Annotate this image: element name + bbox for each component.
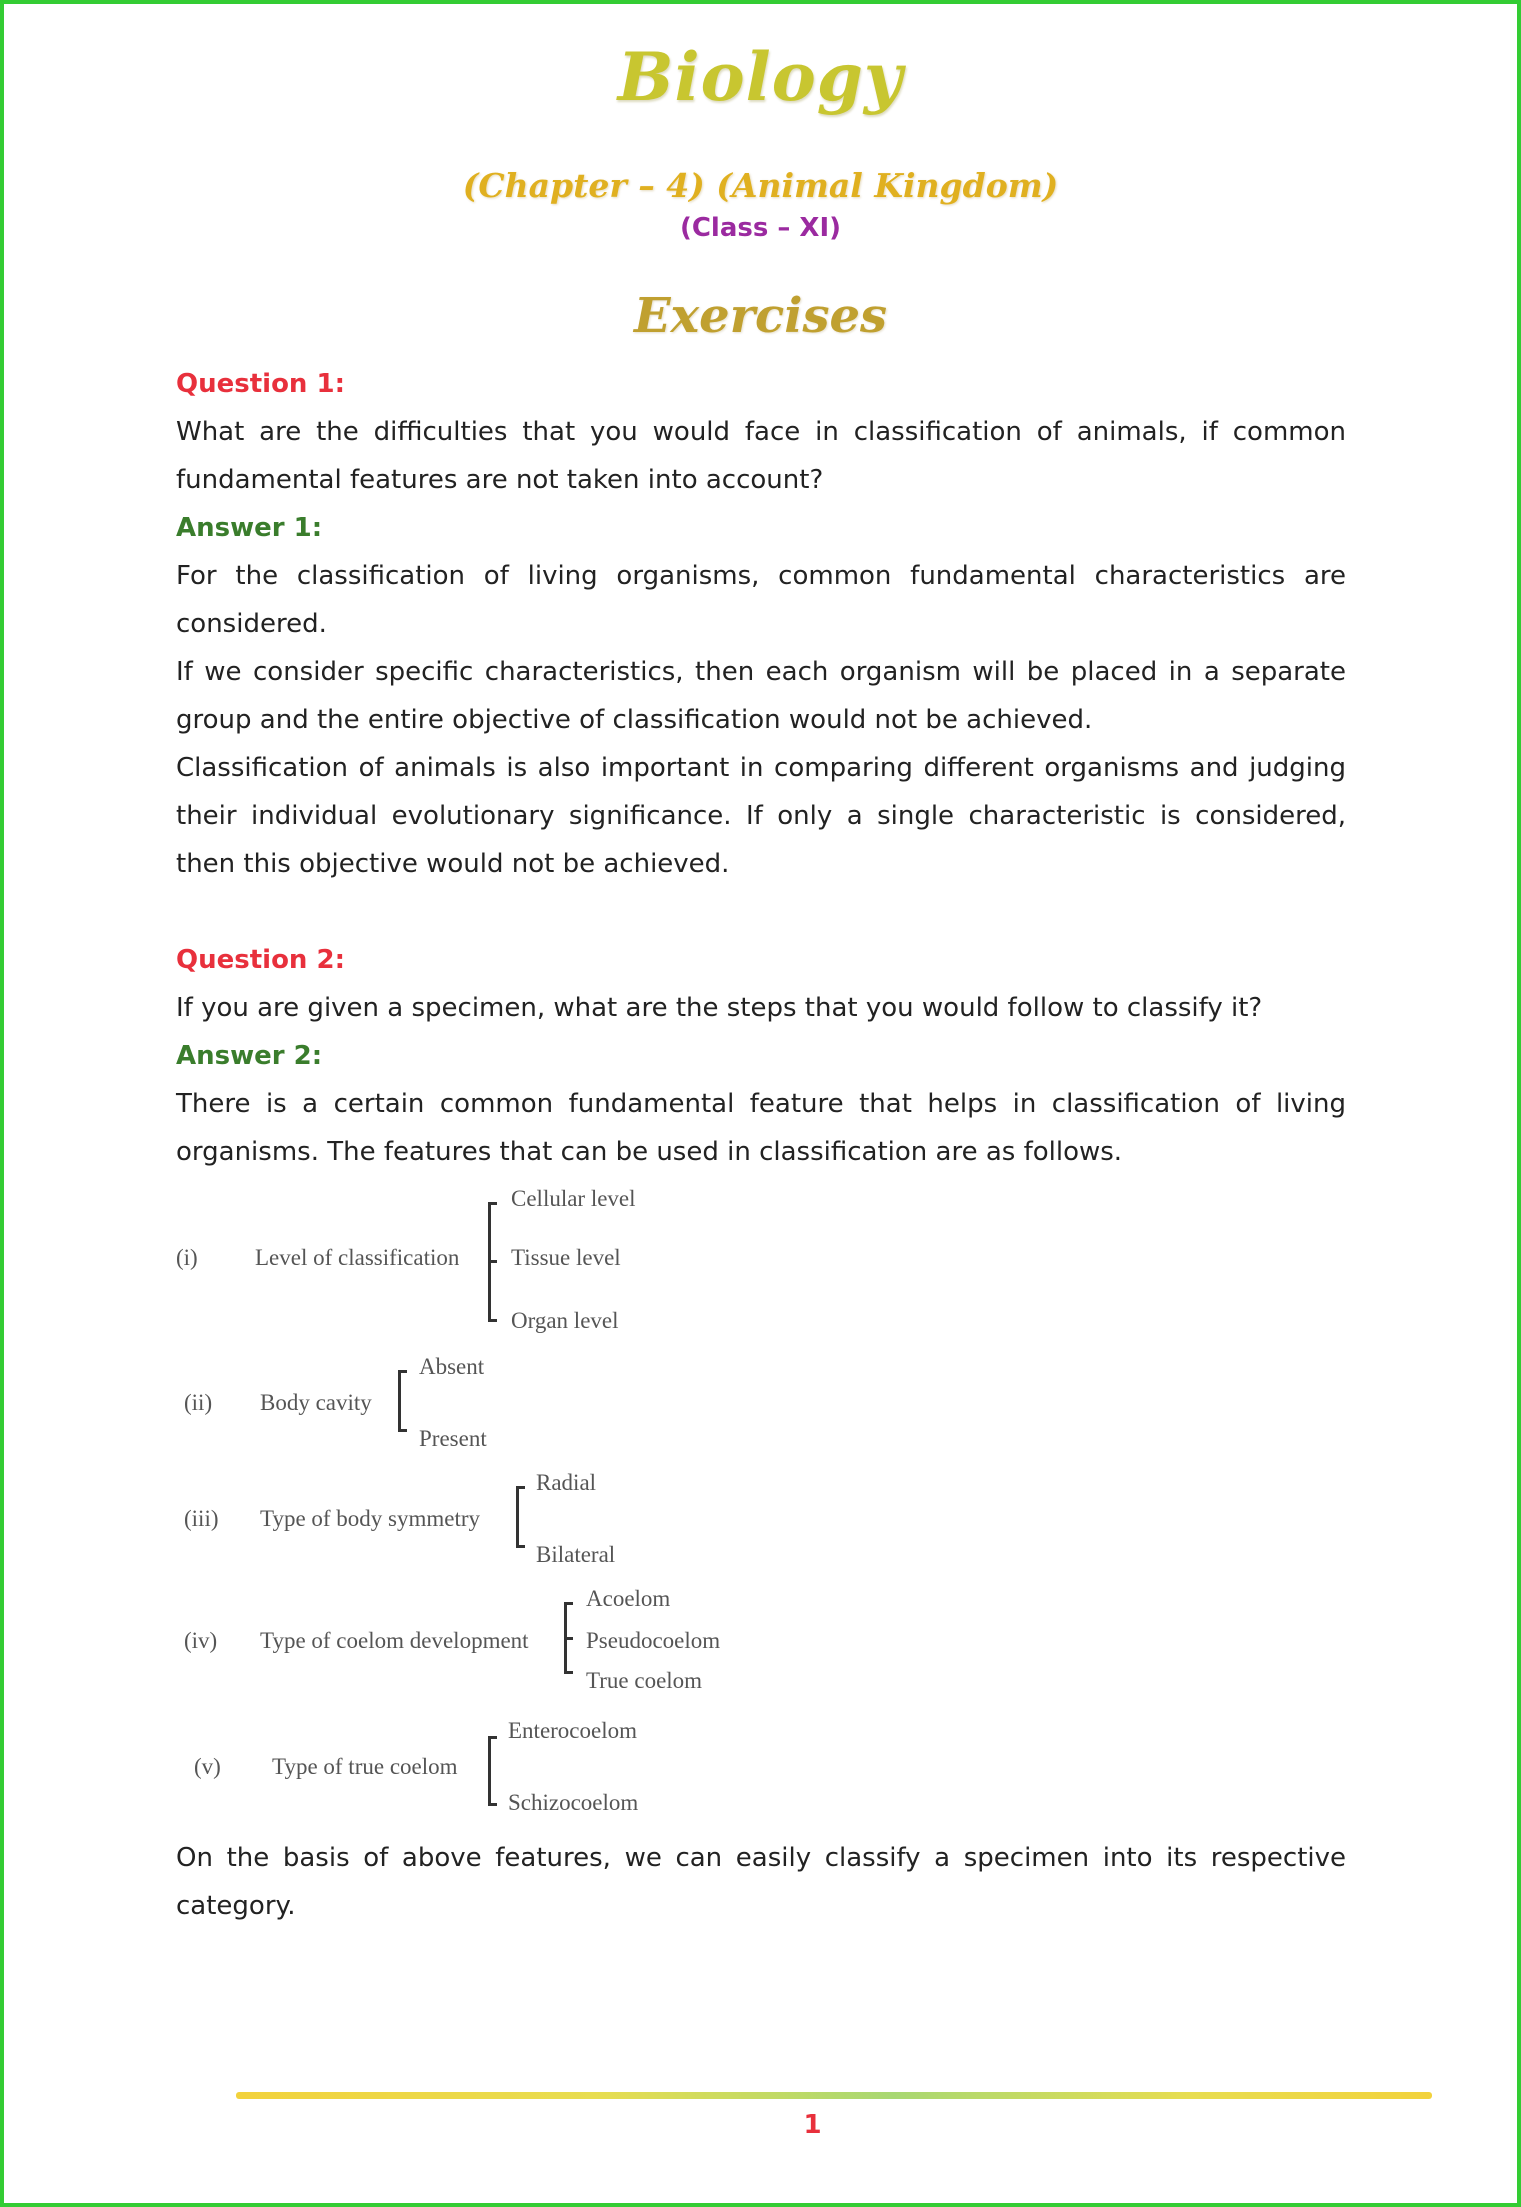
footer-divider <box>236 2092 1432 2099</box>
answer-2-label: Answer 2: <box>176 1041 323 1071</box>
answer-2-conclusion: On the basis of above features, we can easily classify a specimen into its respective category. <box>176 1843 1346 1921</box>
feature-number: (iv) <box>184 1628 218 1653</box>
class-label: (Class – XI) <box>679 213 842 243</box>
answer-1-label: Answer 1: <box>176 513 323 543</box>
chapter-heading: (Chapter – 4) (Animal Kingdom) <box>462 166 1059 205</box>
feature-option: Organ level <box>511 1308 619 1333</box>
feature-number: (v) <box>194 1754 221 1779</box>
feature-label: Type of coelom development <box>260 1628 529 1653</box>
feature-option: Present <box>419 1426 487 1451</box>
feature-label: Type of true coelom <box>272 1754 458 1779</box>
feature-option: True coelom <box>586 1668 703 1693</box>
question-2-label: Question 2: <box>176 945 345 975</box>
answer-1-paragraph: Classification of animals is also important in comparing different organisms and judging their individual evolutionary significance. If only a single characteristic is considered, then this objective would not be achieved. <box>176 753 1346 879</box>
feature-option: Cellular level <box>511 1186 636 1211</box>
feature-option: Absent <box>419 1354 485 1379</box>
answer-2-intro: There is a certain common fundamental feature that helps in classification of living organisms. The features that can be used in classification are as follows. <box>176 1089 1346 1167</box>
answer-1-paragraph: For the classification of living organisms, common fundamental characteristics are considered. <box>176 561 1346 639</box>
page-number: 1 <box>803 2110 822 2140</box>
feature-brace <box>398 1370 401 1432</box>
page-title: Biology <box>617 38 904 116</box>
section-heading: Exercises <box>633 288 888 344</box>
question-2-text: If you are given a specimen, what are the steps that you would follow to classify it? <box>176 993 1263 1023</box>
feature-label: Level of classification <box>255 1245 460 1270</box>
answer-1-paragraph: If we consider specific characteristics, then each organism will be placed in a separate group and the entire objective of classification would not be achieved. <box>176 657 1346 735</box>
feature-label: Body cavity <box>260 1390 372 1415</box>
feature-option: Tissue level <box>511 1245 621 1270</box>
feature-option: Bilateral <box>536 1542 616 1567</box>
feature-brace <box>516 1486 519 1548</box>
feature-number: (ii) <box>184 1390 213 1415</box>
feature-option: Pseudocoelom <box>586 1628 721 1653</box>
feature-number: (i) <box>176 1245 198 1270</box>
feature-brace <box>488 1736 491 1806</box>
question-1-label: Question 1: <box>176 369 345 399</box>
feature-option: Schizocoelom <box>508 1790 639 1815</box>
feature-option: Acoelom <box>586 1586 671 1611</box>
content-body <box>176 360 1346 1930</box>
feature-option: Enterocoelom <box>508 1718 638 1743</box>
feature-label: Type of body symmetry <box>260 1506 481 1531</box>
classification-features-diagram <box>176 1184 1346 1834</box>
question-1-text: What are the difficulties that you would face in classification of animals, if common fundamental features are not taken into account? <box>176 417 1346 495</box>
feature-option: Radial <box>536 1470 597 1495</box>
feature-number: (iii) <box>184 1506 219 1531</box>
